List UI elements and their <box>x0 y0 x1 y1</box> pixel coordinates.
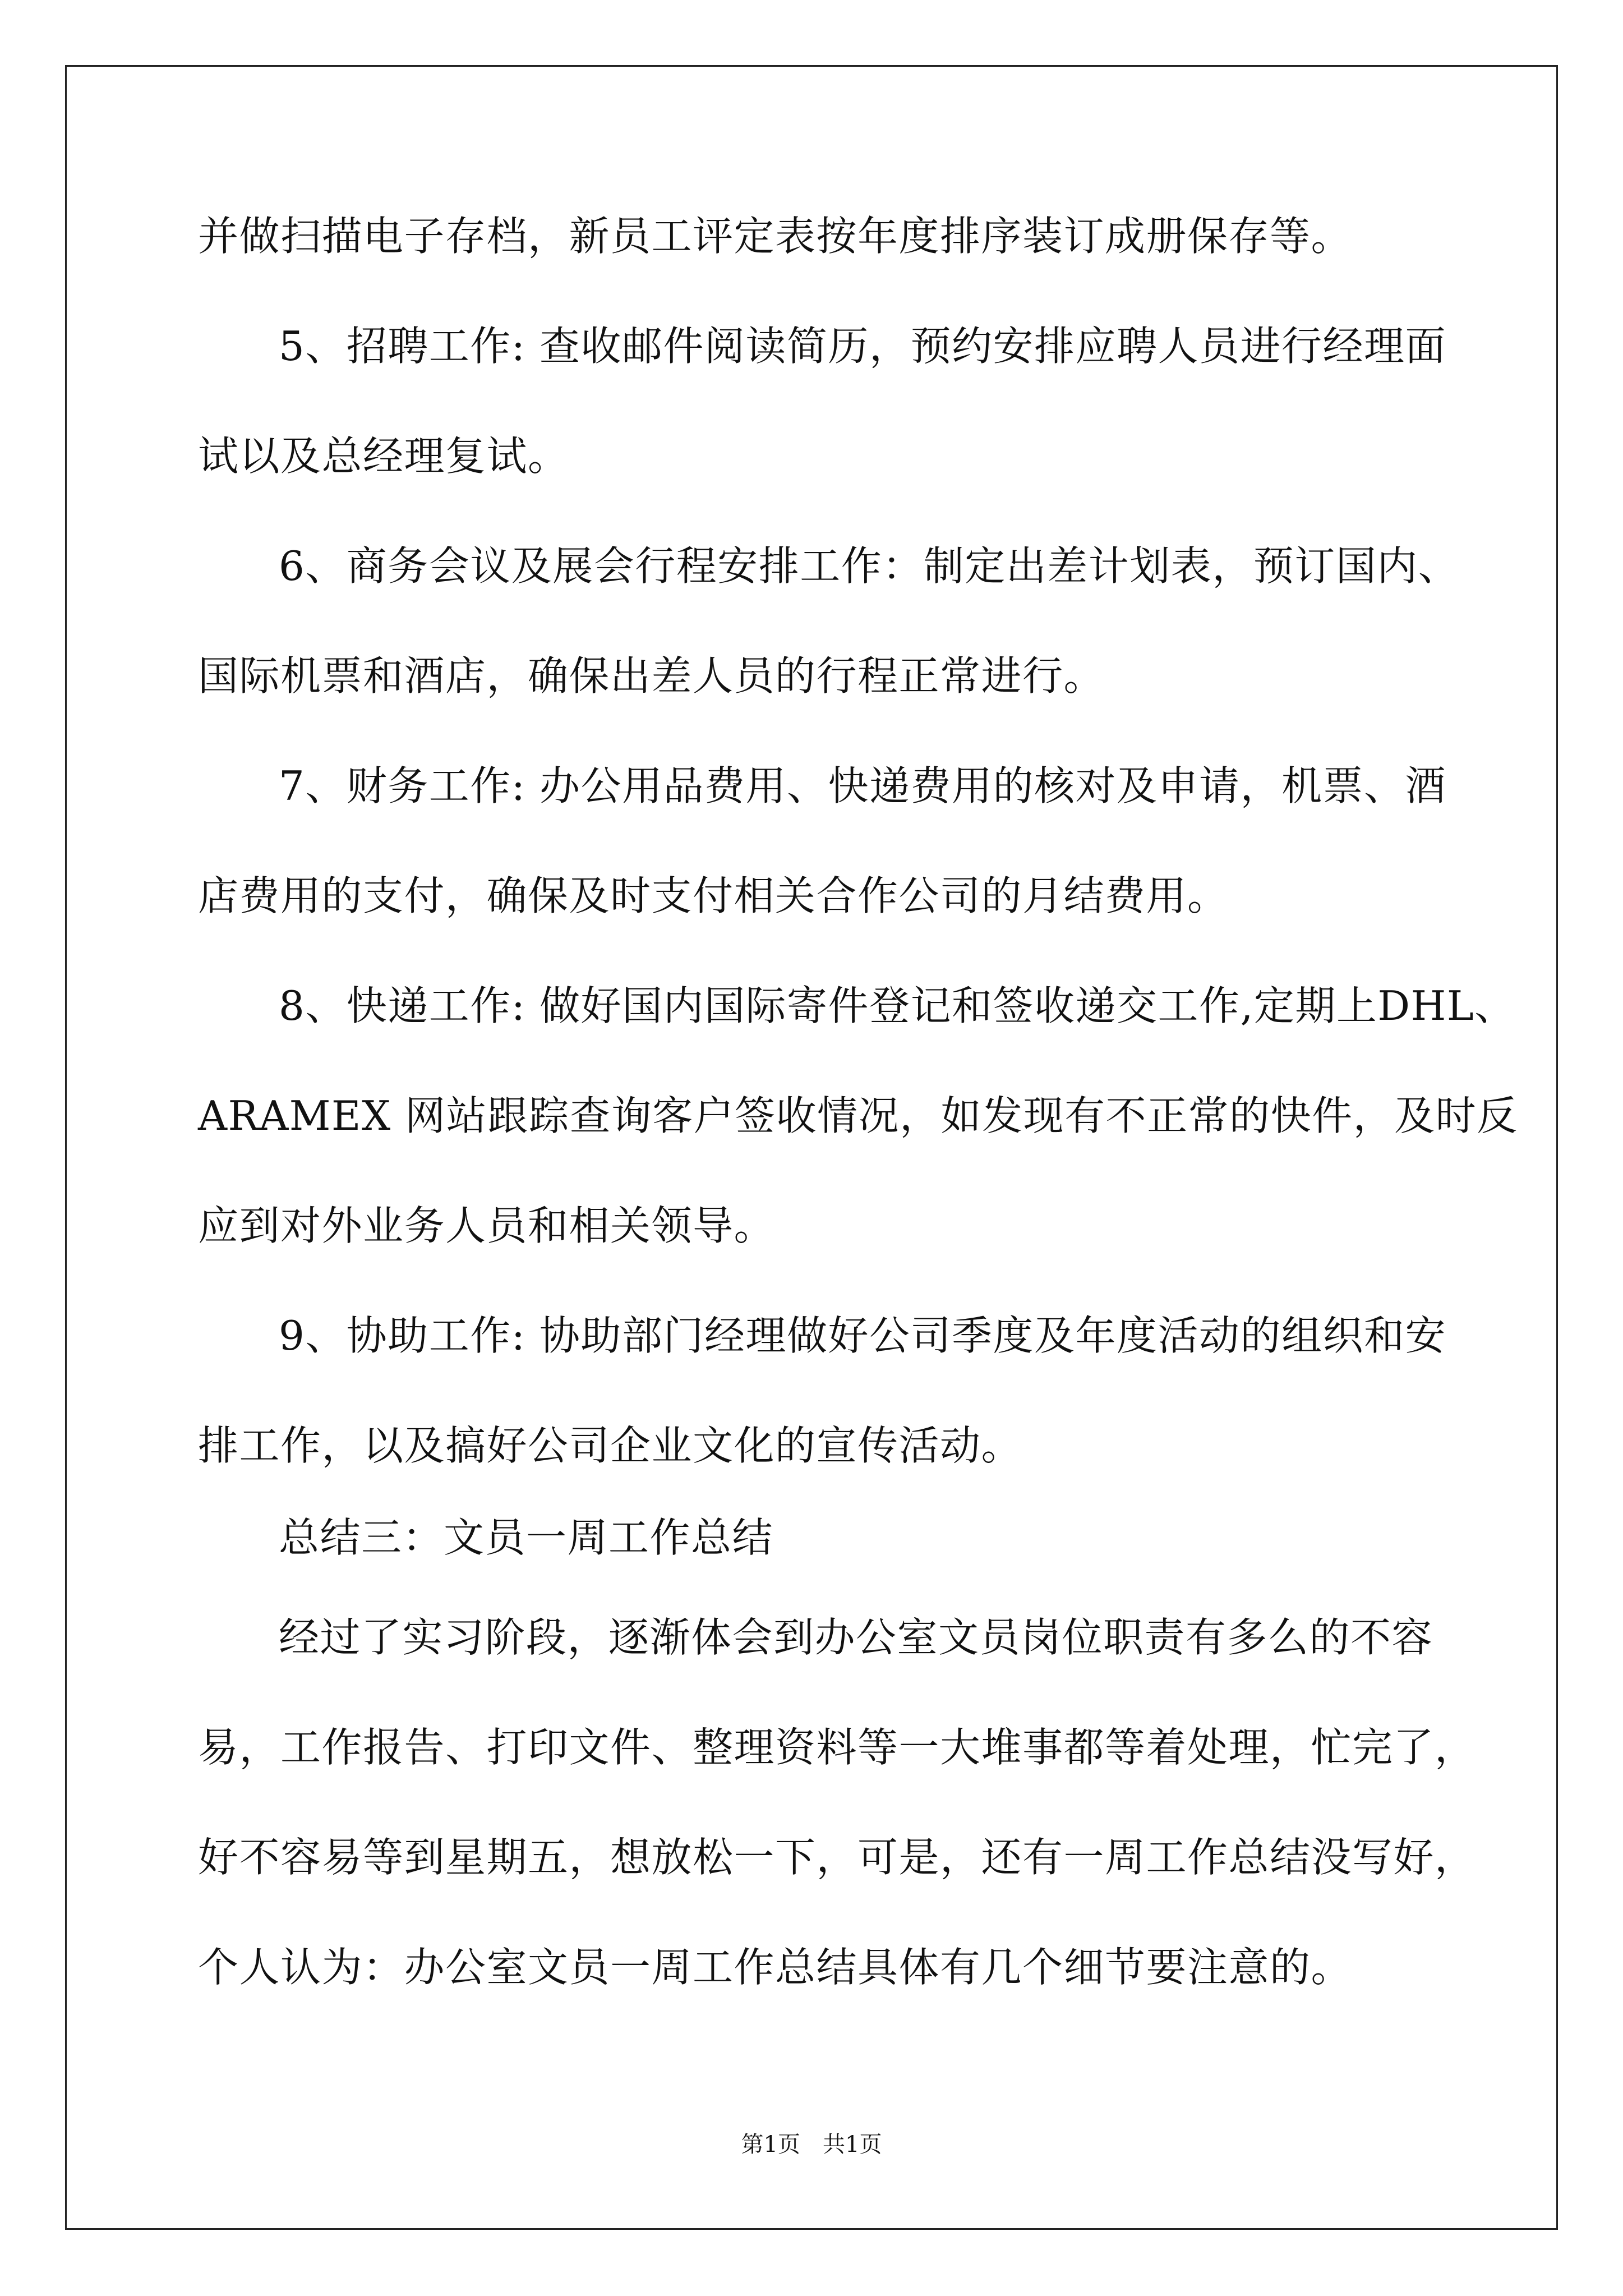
list-item-7-line: 7、财务工作: 办公用品费用、快递费用的核对及申请，机票、酒 <box>279 762 1446 809</box>
section-heading: 总结三：文员一周工作总结 <box>279 1514 774 1561</box>
page-number: 第1页 <box>741 2132 800 2157</box>
list-item-9-line: 9、协助工作: 协助部门经理做好公司季度及年度活动的组织和安 <box>279 1312 1446 1359</box>
list-item-5-line: 5、招聘工作: 查收邮件阅读简历，预约安排应聘人员进行经理面 <box>279 323 1446 370</box>
list-item-6-line: 国际机票和酒店，确保出差人员的行程正常进行。 <box>198 652 1105 700</box>
page-total: 共1页 <box>823 2132 882 2157</box>
paragraph-line: 经过了实习阶段，逐渐体会到办公室文员岗位职责有多么的不容 <box>279 1614 1433 1661</box>
list-item-8-line: 应到对外业务人员和相关领导。 <box>198 1202 776 1249</box>
body-text-line: 并做扫描电子存档，新员工评定表按年度排序装订成册保存等。 <box>198 213 1353 260</box>
list-item-9-line: 排工作，以及搞好公司企业文化的宣传活动。 <box>198 1422 1023 1469</box>
paragraph-line: 易，工作报告、打印文件、整理资料等一大堆事都等着处理，忙完了， <box>198 1724 1476 1771</box>
paragraph-line: 好不容易等到星期五，想放松一下，可是，还有一周工作总结没写好， <box>198 1834 1476 1881</box>
list-item-8-line: 8、快递工作: 做好国内国际寄件登记和签收递交工作,定期上DHL、 <box>279 982 1516 1029</box>
page-footer <box>0 2133 1623 2156</box>
page-border <box>65 65 1558 2230</box>
list-item-5-line: 试以及总经理复试。 <box>198 432 569 480</box>
list-item-6-line: 6、商务会议及展会行程安排工作：制定出差计划表，预订国内、 <box>279 542 1460 590</box>
list-item-7-line: 店费用的支付，确保及时支付相关合作公司的月结费用。 <box>198 872 1229 919</box>
list-item-8-line: ARAMEX 网站跟踪查询客户签收情况，如发现有不正常的快件，及时反 <box>198 1092 1518 1139</box>
paragraph-line: 个人认为：办公室文员一周工作总结具体有几个细节要注意的。 <box>198 1944 1353 1991</box>
